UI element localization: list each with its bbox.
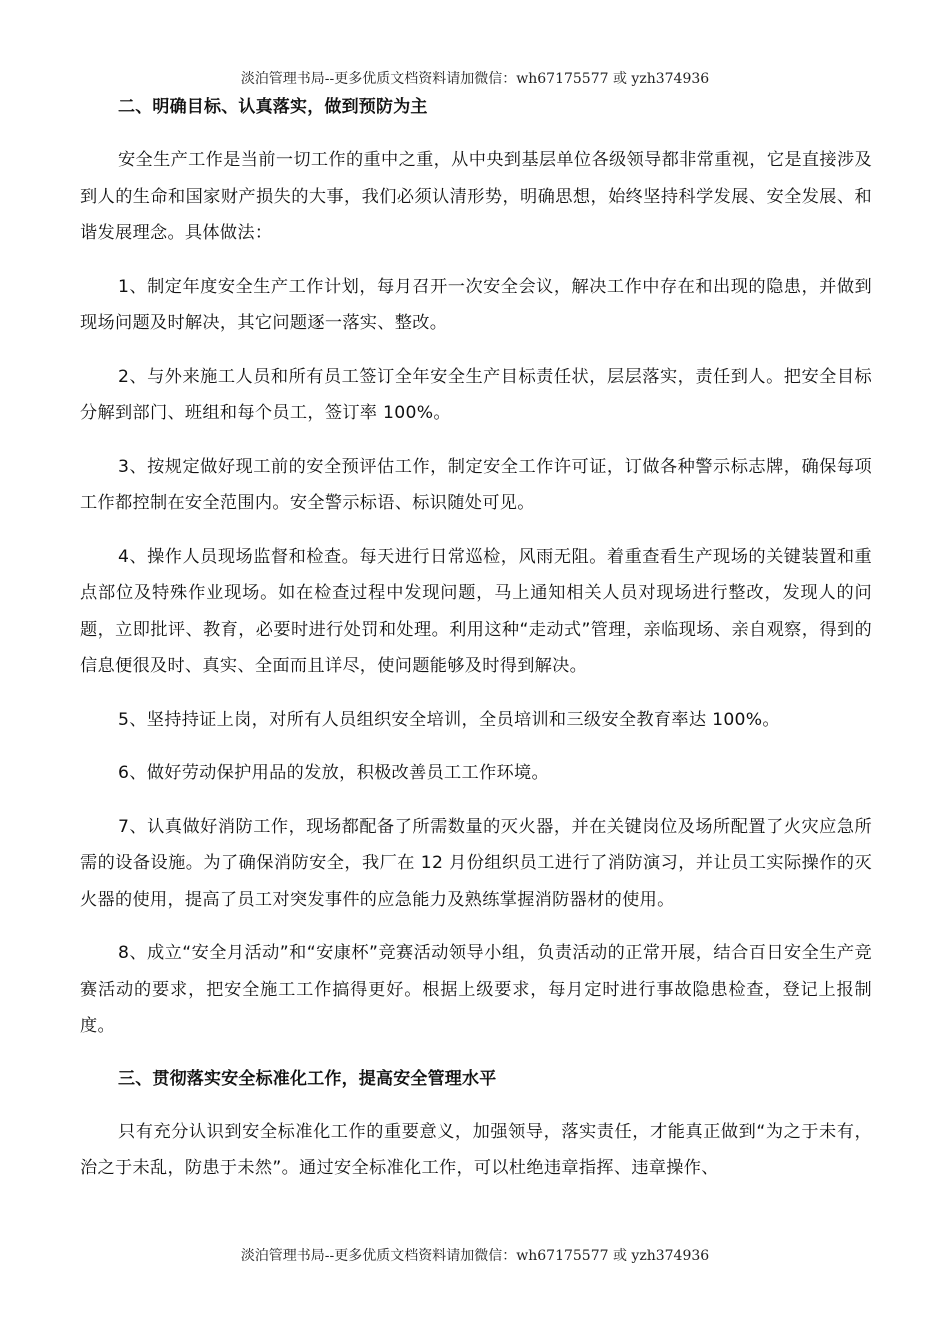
section-2-heading: 二、明确目标、认真落实，做到预防为主 [118,97,428,117]
list-item-8: 8、成立“安全月活动”和“安康杯”竞赛活动领导小组，负责活动的正常开展，结合百日安全生产竞赛活动的要求，把安全施工工作搞得更好。根据上级要求，每月定时进行事故隐患检查，登记上报制度。 [80,943,872,1036]
list-item-3: 3、按规定做好现工前的安全预评估工作，制定安全工作许可证，订做各种警示标志牌，确保每项工作都控制在安全范围内。安全警示标语、标识随处可见。 [80,456,872,513]
list-item-5: 5、坚持持证上岗，对所有人员组织安全培训，全员培训和三级安全教育率达 100%。 [118,709,780,730]
list-item-2: 2、与外来施工人员和所有员工签订全年安全生产目标责任状，层层落实，责任到人。把安全目标分解到部门、班组和每个员工，签订率 100%。 [80,366,872,423]
header-watermark: 淡泊管理书局--更多优质文档资料请加微信：wh67175577 或 yzh374936 [240,71,710,87]
list-item-7: 7、认真做好消防工作，现场都配备了所需数量的灭火器，并在关键岗位及场所配置了火灾应急所需的设备设施。为了确保消防安全，我厂在 12 月份组织员工进行了消防演习，并让员工实际操作的灭火器的使用，提高了员工对突发事件的应急能力及熟练掌握消防器材的使用。 [80,816,872,910]
section-2-intro: 安全生产工作是当前一切工作的重中之重，从中央到基层单位各级领导都非常重视，它是直接涉及到人的生命和国家财产损失的大事，我们必须认清形势，明确思想，始终坚持科学发展、安全发展、和谐发展理念。具体做法： [80,150,872,243]
section-3-heading: 三、贯彻落实安全标准化工作，提高安全管理水平 [118,1068,497,1089]
document-body [80,90,872,1204]
section-3-intro: 只有充分认识到安全标准化工作的重要意义，加强领导，落实责任，才能真正做到“为之于未有，治之于未乱，防患于未然”。通过安全标准化工作，可以杜绝违章指挥、违章操作、 [80,1121,872,1178]
list-item-6: 6、做好劳动保护用品的发放，积极改善员工工作环境。 [118,763,549,783]
footer-watermark: 淡泊管理书局--更多优质文档资料请加微信：wh67175577 或 yzh374936 [240,1248,710,1264]
list-item-1: 1、制定年度安全生产工作计划，每月召开一次安全会议，解决工作中存在和出现的隐患，并做到现场问题及时解决，其它问题逐一落实、整改。 [80,276,872,333]
list-item-4: 4、操作人员现场监督和检查。每天进行日常巡检，风雨无阻。着重查看生产现场的关键装置和重点部位及特殊作业现场。如在检查过程中发现问题，马上通知相关人员对现场进行整改，发现人的问题，立即批评、教育，必要时进行处罚和处理。利用这种“走动式”管理，亲临现场、亲自观察，得到的信息便很及时、真实、全面而且详尽，使问题能够及时得到解决。 [80,546,872,676]
